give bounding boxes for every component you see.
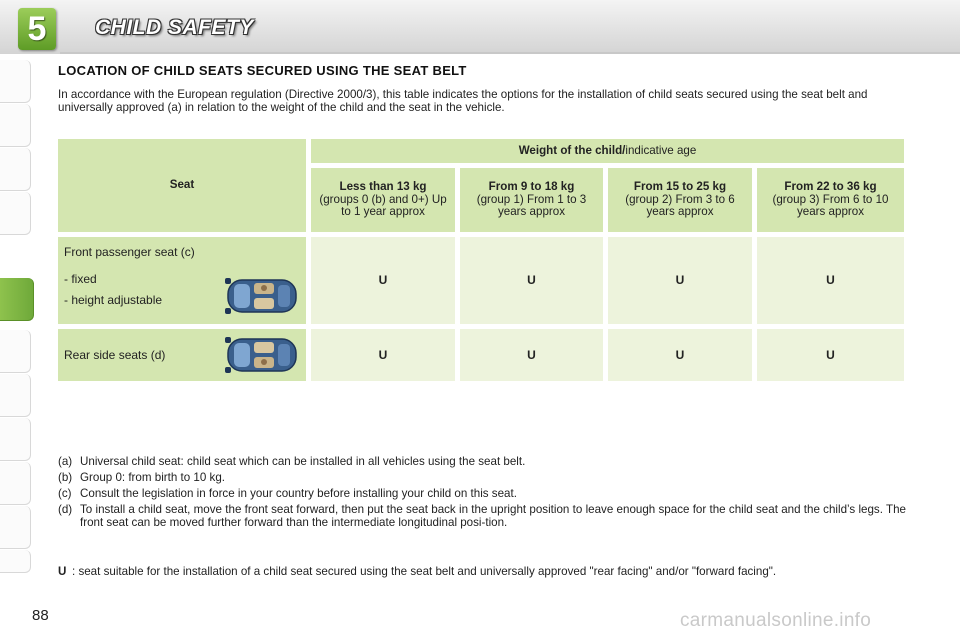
cell-value: U [311,329,455,381]
weight-header-rest: indicative age [625,143,697,157]
side-tab-5-active[interactable] [0,278,34,321]
side-tab-3[interactable] [0,148,31,191]
cell-value: U [311,237,455,324]
seat-label: Rear side seats (d) [64,348,166,362]
footnote-a [58,455,906,468]
footnote-text: Group 0: from birth to 10 kg. [80,471,225,484]
legend-symbol: U [58,565,67,578]
footnote-text: To install a child seat, move the front seat forward, then put the seat back in the upright position to leave enough space for the child seat and the child’s legs. The front seat can be moved further forward than the intermediate longitudinal posi-tion. [80,503,906,529]
footnote-label: (a) [58,455,73,468]
footnote-c [58,487,906,500]
side-tab-4[interactable] [0,192,31,235]
weight-header [311,139,904,163]
car-rear-seat-icon [224,334,302,376]
seat-sub-fixed: - fixed [64,272,97,286]
column-detail: (groups 0 (b) and 0+) Up to 1 year approx [319,192,447,219]
column-title: Less than 13 kg [339,180,427,194]
intro-paragraph: In accordance with the European regulation (Directive 2000/3), this table indicates the options for the installation of child seats secured using the seat belt and universally approved (a) in relation to the weight of the child and the seat in the vehicle. [58,88,868,114]
footnote-label: (b) [58,471,73,484]
column-title: From 9 to 18 kg [488,180,575,194]
column-title: From 15 to 25 kg [633,180,727,194]
side-tab-8[interactable] [0,418,31,461]
cell-value: U [757,329,904,381]
chapter-title: CHILD SAFETY [95,16,254,39]
column-detail: (group 3) From 6 to 10 years approx [772,192,889,219]
side-tab-2[interactable] [0,104,31,147]
header-divider [60,52,960,54]
footnote-text: Universal child seat: child seat which can be installed in all vehicles using the seat belt. [80,455,526,468]
footnote-text: Consult the legislation in force in your country before installing your child on this seat. [80,487,517,500]
seat-header: Seat [58,139,306,232]
column-header [311,168,455,232]
column-header [757,168,904,232]
weight-header-bold: Weight of the child/ [518,143,626,157]
footnote-d [58,503,906,529]
page-number: 88 [32,607,49,624]
legend [58,565,906,578]
column-detail: (group 2) From 3 to 6 years approx [625,192,735,219]
cell-value: U [460,329,603,381]
column-header [608,168,752,232]
footnote-label: (c) [58,487,72,500]
footnotes [58,455,906,532]
side-tab-1[interactable] [0,60,31,103]
column-header [460,168,603,232]
side-tab-11[interactable] [0,550,31,573]
column-title: From 22 to 36 kg [784,180,877,194]
side-tab-10[interactable] [0,506,31,549]
seat-label: Front passenger seat (c) [64,245,195,259]
cell-value: U [608,237,752,324]
footnote-label: (d) [58,503,73,516]
footnote-b [58,471,906,484]
section-title: LOCATION OF CHILD SEATS SECURED USING THE SEAT BELT [58,63,467,78]
car-front-seat-icon [224,275,302,317]
side-index [0,60,36,580]
row-seat-rear [58,329,306,381]
cell-value: U [757,237,904,324]
cell-value: U [608,329,752,381]
row-seat-front [58,237,306,324]
watermark: carmanualsonline.info [680,610,872,631]
side-tab-9[interactable] [0,462,31,505]
column-detail: (group 1) From 1 to 3 years approx [476,192,587,219]
seat-sub-height-adjustable: - height adjustable [64,293,163,307]
legend-text: : seat suitable for the installation of a child seat secured using the seat belt and universally approved "rear facing" and/or "forward facing". [72,565,777,578]
side-tab-7[interactable] [0,374,31,417]
side-tab-6[interactable] [0,330,31,373]
chapter-number-badge: 5 [18,8,56,50]
cell-value: U [460,237,603,324]
